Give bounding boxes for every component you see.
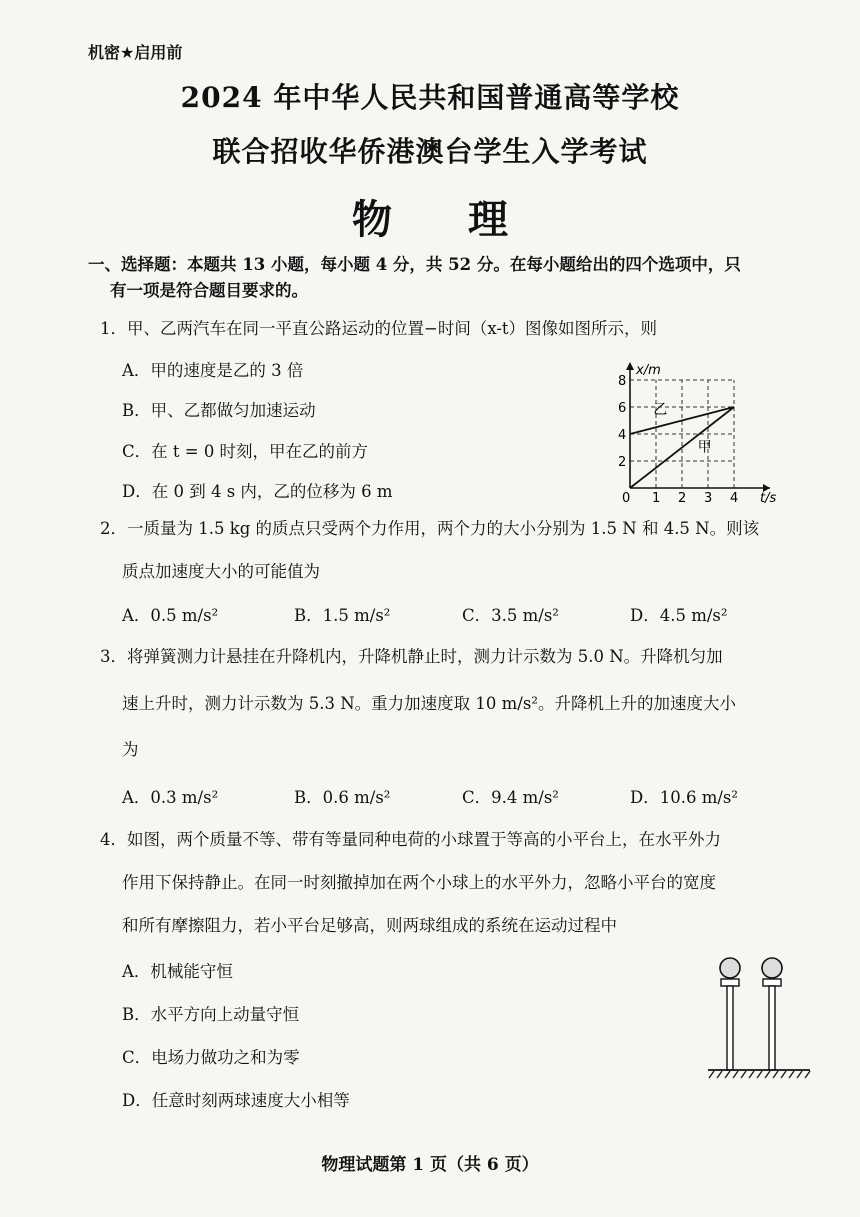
- platform-left: [721, 979, 739, 986]
- platform-right: [763, 979, 781, 986]
- page-footer: 物理试题第 1 页（共 6 页）: [321, 1155, 539, 1175]
- q2-option-c: C．3.5 m/s²: [462, 606, 559, 625]
- y-axis-label: x/m: [636, 363, 661, 378]
- ball-left: [720, 958, 740, 978]
- series-label-1: 甲: [697, 439, 712, 456]
- exam-title-line1: 2024 年中华人民共和国普通高等学校: [180, 81, 680, 114]
- q4-option-a: A．机械能守恒: [122, 962, 233, 981]
- q3-option-b: B．0.6 m/s²: [294, 788, 391, 807]
- pillar-left: [727, 986, 733, 1070]
- q3-stem-line1: 3．将弹簧测力计悬挂在升降机内，升降机静止时，测力计示数为 5.0 N。升降机匀加: [100, 647, 723, 666]
- q1-option-c: C．在 t = 0 时刻，甲在乙的前方: [122, 442, 369, 461]
- subject-char-1: 物: [352, 196, 392, 243]
- x-axis-label: t/s: [760, 491, 777, 506]
- pillar-right: [769, 986, 775, 1070]
- y-tick-label: 2: [618, 455, 627, 470]
- y-tick-label: 8: [618, 374, 627, 389]
- series-label-2: 乙: [653, 401, 668, 418]
- q2-option-d: D．4.5 m/s²: [630, 606, 728, 625]
- q1-stem: 1．甲、乙两汽车在同一平直公路运动的位置−时间（x-t）图像如图所示，则: [100, 319, 658, 338]
- section-instruction-line1: 一、选择题：本题共 13 小题，每小题 4 分，共 52 分。在每小题给出的四个选项中，只: [88, 255, 741, 274]
- q3-option-c: C．9.4 m/s²: [462, 788, 559, 807]
- q2-option-a: A．0.5 m/s²: [122, 606, 219, 625]
- q2-stem-line2: 质点加速度大小的可能值为: [122, 562, 320, 581]
- y-tick-label: 6: [618, 401, 627, 416]
- q2-stem-line1: 2．一质量为 1.5 kg 的质点只受两个力作用，两个力的大小分别为 1.5 N 和 4.5 N。则该: [100, 519, 760, 538]
- subject-char-2: 理: [468, 196, 508, 243]
- q4-option-d: D．任意时刻两球速度大小相等: [122, 1091, 350, 1110]
- q3-option-d: D．10.6 m/s²: [630, 788, 738, 807]
- ground-hatch: [709, 1071, 810, 1078]
- q3-stem-line2: 速上升时，测力计示数为 5.3 N。重力加速度取 10 m/s²。升降机上升的加速度大小: [122, 694, 736, 713]
- graph-grid: [630, 380, 734, 488]
- y-axis-arrow: [626, 362, 634, 370]
- x-tick-label: 3: [704, 491, 713, 506]
- x-tick-label: 1: [652, 491, 661, 506]
- ball-right: [762, 958, 782, 978]
- confidential-mark: 机密★启用前: [88, 43, 183, 62]
- section-instruction-line2: 有一项是符合题目要求的。: [110, 281, 308, 300]
- x-tick-label: 4: [730, 491, 739, 506]
- q2-option-b: B．1.5 m/s²: [294, 606, 391, 625]
- exam-title-line2: 联合招收华侨港澳台学生入学考试: [212, 135, 648, 168]
- q1-option-a: A．甲的速度是乙的 3 倍: [122, 361, 304, 380]
- q3-stem-line3: 为: [122, 740, 139, 759]
- q4-option-c: C．电场力做功之和为零: [122, 1048, 300, 1067]
- q1-option-b: B．甲、乙都做匀加速运动: [122, 401, 316, 420]
- series-line-1: [630, 407, 734, 488]
- q3-option-a: A．0.3 m/s²: [122, 788, 219, 807]
- y-tick-label: 4: [618, 428, 627, 443]
- x-tick-label: 2: [678, 491, 687, 506]
- q4-stem-line3: 和所有摩擦阻力，若小平台足够高，则两球组成的系统在运动过程中: [122, 916, 617, 935]
- q4-stem-line2: 作用下保持静止。在同一时刻撤掉加在两个小球上的水平外力，忽略小平台的宽度: [122, 873, 716, 892]
- xt-graph: [600, 358, 800, 508]
- origin-label: 0: [622, 491, 631, 506]
- subject-title: [0, 188, 860, 245]
- q4-option-b: B．水平方向上动量守恒: [122, 1005, 300, 1024]
- q1-option-d: D．在 0 到 4 s 内，乙的位移为 6 m: [122, 482, 393, 501]
- q4-stem-line1: 4．如图，两个质量不等、带有等量同种电荷的小球置于等高的小平台上，在水平外力: [100, 830, 721, 849]
- platform-figure: [700, 950, 820, 1090]
